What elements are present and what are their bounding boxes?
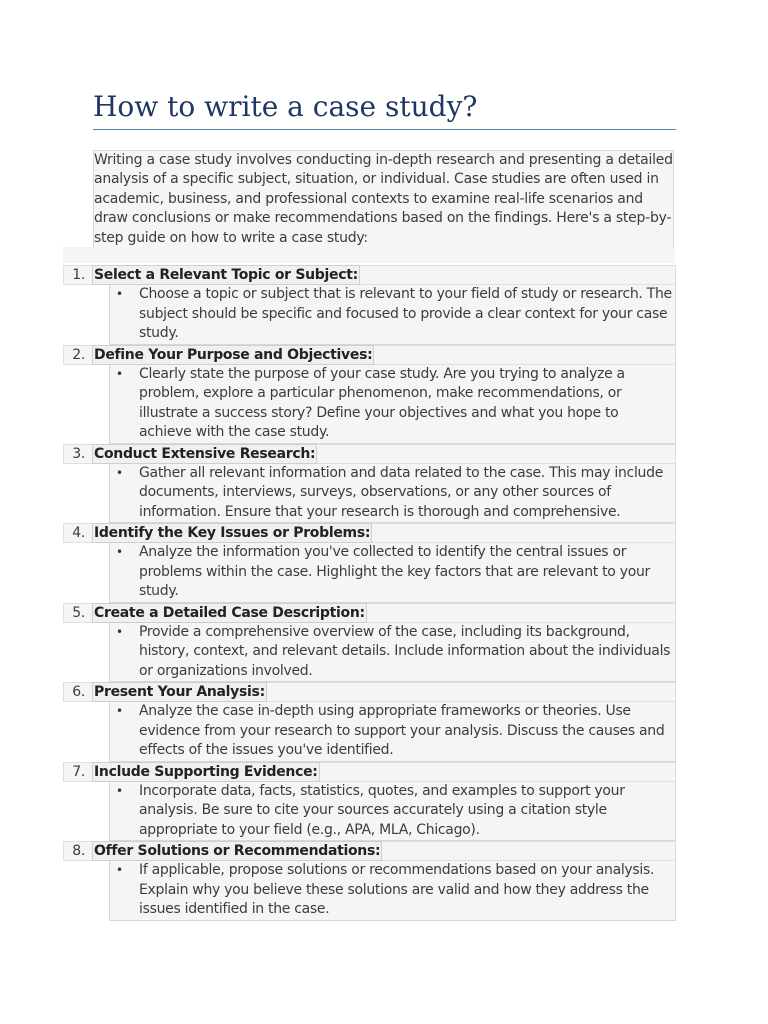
step-number: 1. bbox=[72, 267, 85, 283]
step-title: Conduct Extensive Research: bbox=[94, 445, 316, 462]
step-number: 3. bbox=[72, 445, 85, 462]
list-item bbox=[63, 523, 676, 603]
step-text: Choose a topic or subject that is relevant to your field of study or research. The subject should be specific and focused to provide a clear context for your case study. bbox=[139, 286, 672, 341]
list-item bbox=[63, 841, 676, 921]
step-number: 4. bbox=[72, 525, 85, 541]
step-heading bbox=[63, 762, 676, 782]
step-text: Incorporate data, facts, statistics, quotes, and examples to support your analysis. Be sure to cite your sources accurately using a citation style appropriate to your field (e.g., APA, MLA, Chicago). bbox=[139, 782, 625, 838]
step-number: 5. bbox=[72, 604, 85, 621]
intro-paragraph: Writing a case study involves conducting in-depth research and presenting a detailed analysis of a specific subject, situation, or individual. Case studies are often used in academic, business, and professional contexts to examine real-life scenarios and draw conclusions or make recommendations based on the findings. Here's a step-by-step guide on how to write a case study: bbox=[93, 150, 674, 250]
step-description bbox=[109, 365, 676, 444]
step-title: Select a Relevant Topic or Subject: bbox=[94, 267, 358, 283]
page-title: How to write a case study? bbox=[93, 88, 676, 130]
step-number: 8. bbox=[72, 843, 85, 859]
bullet-icon: • bbox=[116, 704, 123, 718]
step-description bbox=[109, 861, 676, 921]
step-description bbox=[109, 782, 676, 842]
divider bbox=[63, 247, 675, 263]
bullet-icon: • bbox=[116, 465, 123, 480]
step-heading bbox=[63, 265, 676, 285]
step-title: Define Your Purpose and Objectives: bbox=[94, 346, 373, 363]
bullet-icon: • bbox=[116, 624, 123, 639]
step-text: If applicable, propose solutions or recommendations based on your analysis. Explain why you believe these solutions are valid and how they address the issues identified in the case. bbox=[139, 862, 655, 917]
step-description bbox=[109, 285, 676, 345]
step-heading bbox=[63, 345, 676, 365]
steps-list bbox=[63, 265, 676, 921]
step-heading bbox=[63, 682, 676, 702]
step-text: Analyze the information you've collected to identify the central issues or problems within the case. Highlight the key factors that are relevant to your study. bbox=[139, 544, 650, 599]
list-item bbox=[63, 345, 676, 444]
list-item bbox=[63, 603, 676, 683]
step-title: Create a Detailed Case Description: bbox=[94, 604, 365, 621]
step-heading bbox=[63, 523, 676, 543]
bullet-icon: • bbox=[116, 366, 123, 381]
step-text: Analyze the case in-depth using appropriate frameworks or theories. Use evidence from your research to support your analysis. Discuss the causes and effects of the issues you've identified. bbox=[139, 703, 665, 758]
step-number: 6. bbox=[72, 684, 85, 700]
bullet-icon: • bbox=[116, 863, 123, 877]
step-title: Present Your Analysis: bbox=[94, 684, 265, 700]
bullet-icon: • bbox=[116, 287, 123, 301]
step-text: Provide a comprehensive overview of the case, including its background, history, context, and relevant details. Include information about the individuals or organizations involved. bbox=[139, 623, 671, 679]
bullet-icon: • bbox=[116, 545, 123, 559]
list-item bbox=[63, 265, 676, 345]
step-description bbox=[109, 702, 676, 762]
step-title: Identify the Key Issues or Problems: bbox=[94, 525, 371, 541]
step-description bbox=[109, 543, 676, 603]
step-heading bbox=[63, 444, 676, 464]
bullet-icon: • bbox=[116, 783, 123, 798]
step-description bbox=[109, 464, 676, 524]
step-text: Clearly state the purpose of your case study. Are you trying to analyze a problem, explore a particular phenomenon, make recommendations, or illustrate a success story? Define your objectives and what you hope to achieve with the case study. bbox=[139, 365, 625, 440]
list-item bbox=[63, 444, 676, 524]
step-description bbox=[109, 623, 676, 683]
list-item bbox=[63, 762, 676, 842]
step-number: 2. bbox=[72, 346, 85, 363]
step-text: Gather all relevant information and data related to the case. This may include documents, interviews, surveys, observations, or any other sources of information. Ensure that your research is thorough and comprehensive. bbox=[139, 464, 664, 520]
step-title: Include Supporting Evidence: bbox=[94, 763, 318, 780]
step-number: 7. bbox=[72, 763, 85, 780]
step-heading bbox=[63, 603, 676, 623]
list-item bbox=[63, 682, 676, 762]
step-heading bbox=[63, 841, 676, 861]
step-title: Offer Solutions or Recommendations: bbox=[94, 843, 381, 859]
